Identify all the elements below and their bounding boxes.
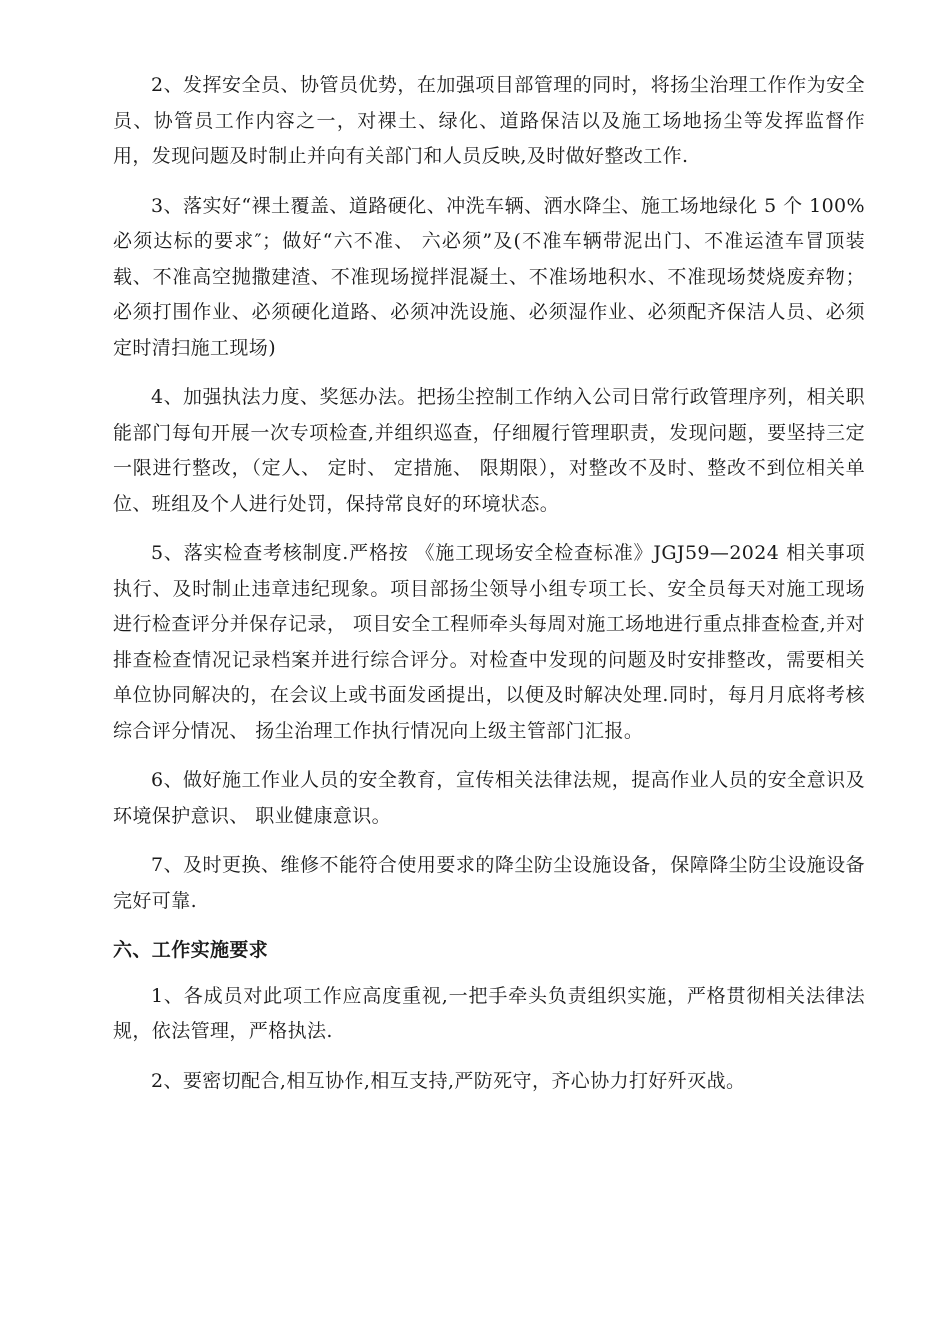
- paragraph-item-6: 6、做好施工作业人员的安全教育，宣传相关法律法规，提高作业人员的安全意识及环境保护意识、 职业健康意识。: [113, 769, 865, 827]
- paragraph-item-4: 4、加强执法力度、奖惩办法。把扬尘控制工作纳入公司日常行政管理序列，相关职能部门每旬开展一次专项检查,并组织巡查，仔细履行管理职责，发现问题，要坚持三定一限进行整改，（定人、 定时、 定措施、 限期限），对整改不及时、整改不到位相关单位、班组及个人进行处罚，保持常良好的环境状态。: [113, 386, 865, 515]
- requirement-item-1: 1、各成员对此项工作应高度重视,一把手牵头负责组织实施，严格贯彻相关法律法规，依法管理，严格执法.: [113, 984, 865, 1042]
- paragraph-item-5: 5、落实检查考核制度.严格按 《施工现场安全检查标准》JGJ59—2024 相关事项执行、及时制止违章违纪现象。项目部扬尘领导小组专项工长、安全员每天对施工现场进行检查评分并保存记录， 项目安全工程师牵头每周对施工场地进行重点排查检查,并对排查检查情况记录档案并进行综合评分。对检查中发现的问题及时安排整改，需要相关单位协同解决的，在会议上或书面发函提出，以便及时解决处理.同时，每月月底将考核综合评分情况、 扬尘治理工作执行情况向上级主管部门汇报。: [113, 542, 865, 742]
- paragraph-item-3: 3、落实好“裸土覆盖、道路硬化、冲洗车辆、洒水降尘、施工场地绿化 5 个 100%必须达标的要求″；做好“六不准、 六必须”及(不准车辆带泥出门、不准运渣车冒顶装载、不准高空抛撒建渣、不准现场搅拌混凝土、不准场地积水、不准现场焚烧废弃物；必须打围作业、必须硬化道路、必须冲洗设施、必须湿作业、必须配齐保洁人员、必须定时清扫施工现场): [113, 194, 865, 359]
- paragraph-item-7: 7、及时更换、维修不能符合使用要求的降尘防尘设施设备，保障降尘防尘设施设备完好可靠.: [113, 854, 865, 912]
- requirement-item-2: 2、要密切配合,相互协作,相互支持,严防死守，齐心协力打好歼灭战。: [151, 1069, 746, 1092]
- section-heading: 六、工作实施要求: [113, 939, 269, 961]
- paragraph-item-2: 2、发挥安全员、协管员优势，在加强项目部管理的同时，将扬尘治理工作作为安全员、协管员工作内容之一，对裸土、绿化、道路保洁以及施工场地扬尘等发挥监督作用，发现问题及时制止并向有关部门和人员反映,及时做好整改工作.: [113, 74, 865, 167]
- document-page: [113, 68, 865, 1113]
